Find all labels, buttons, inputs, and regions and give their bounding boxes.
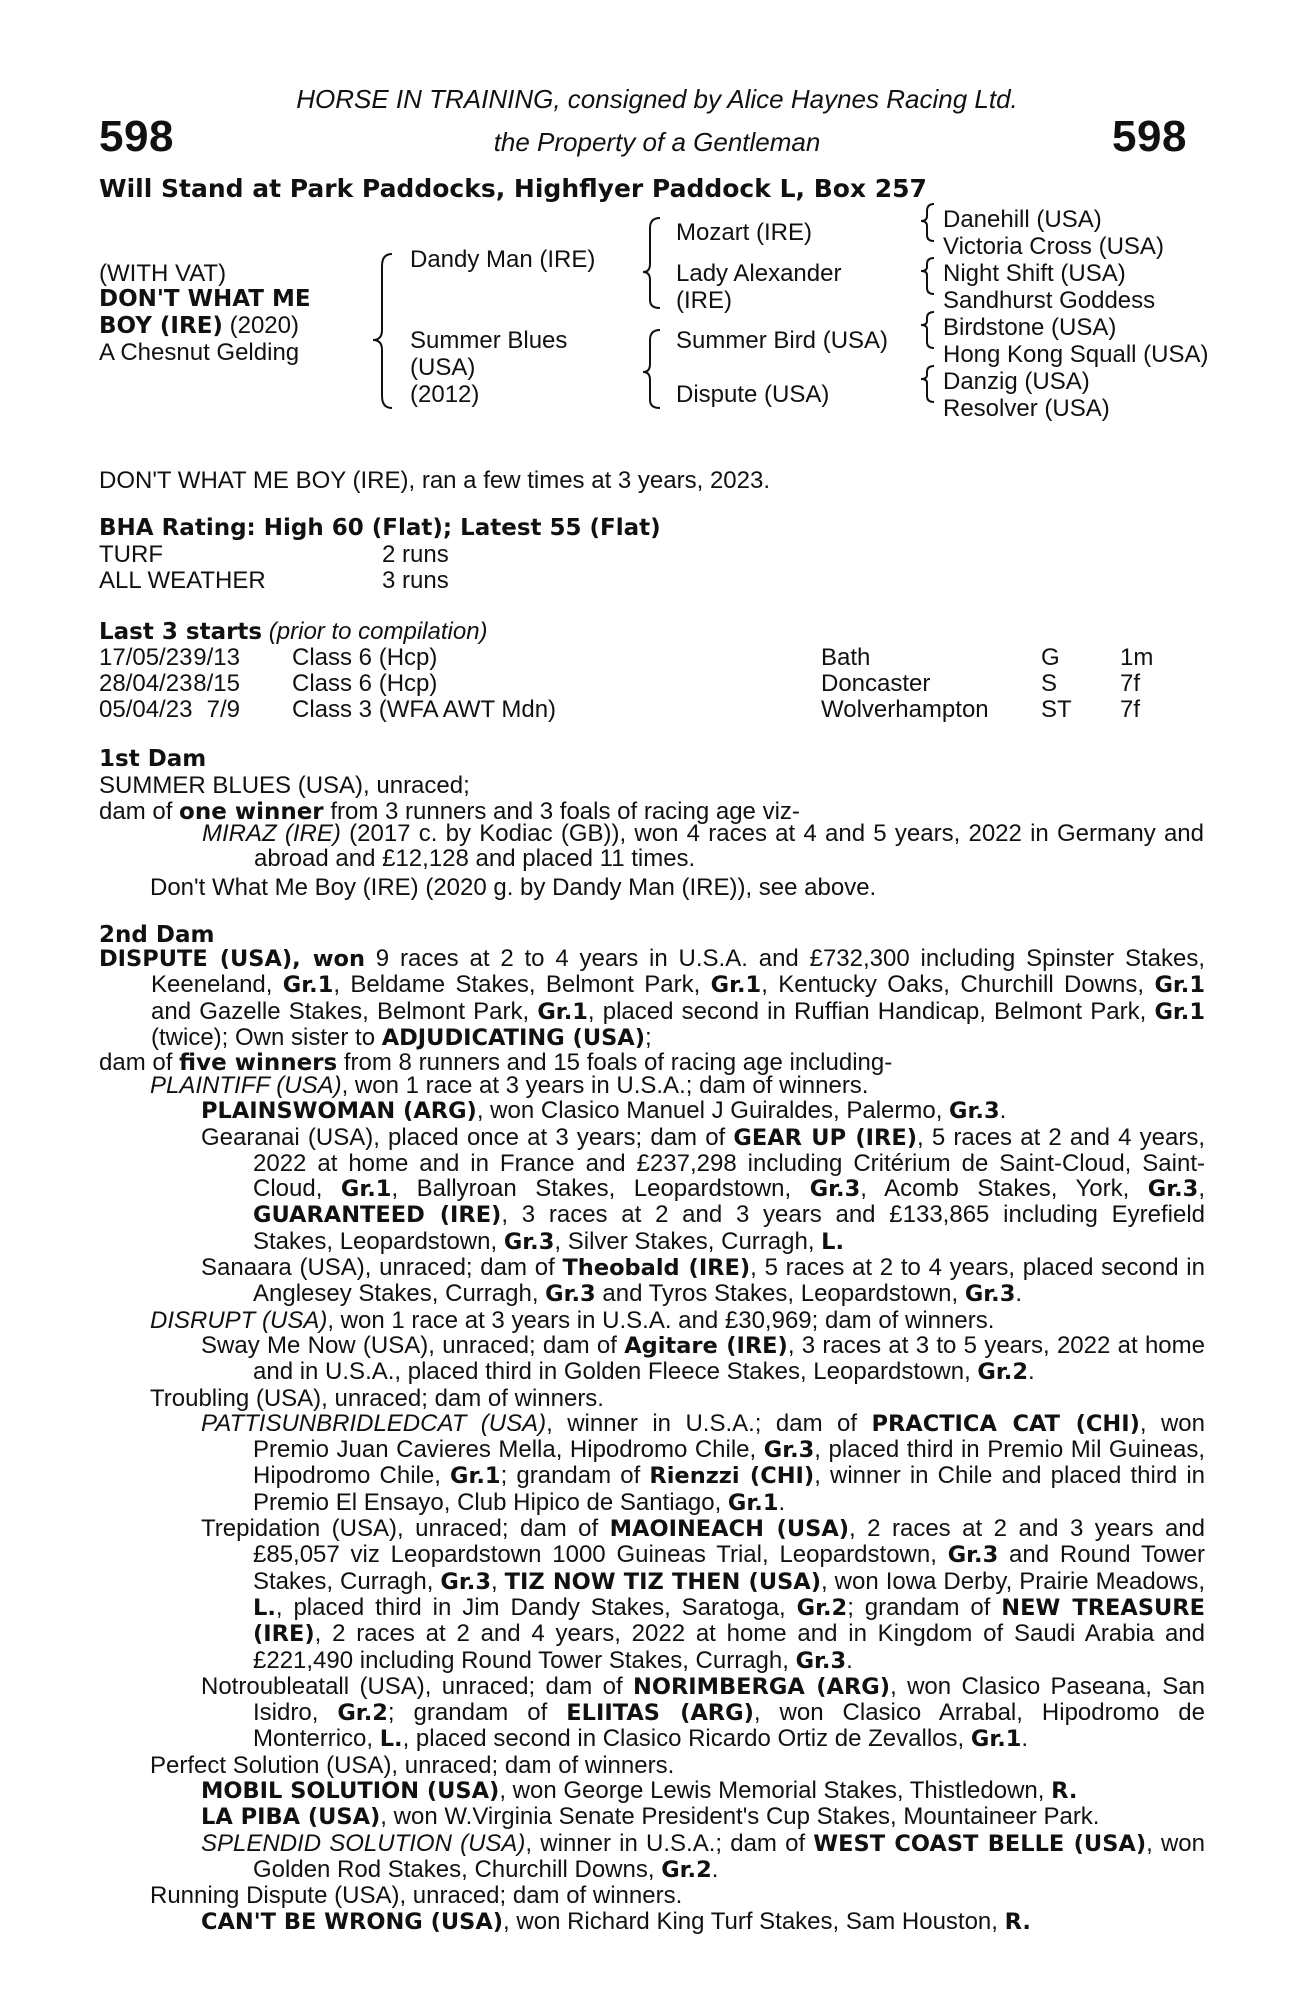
last-starts-heading: [99, 618, 488, 646]
produce-text: .: [1015, 1280, 1023, 1308]
second-dam-intro-a: dam of: [99, 1049, 180, 1076]
bold-horse-or-grade: Gr.3: [809, 1176, 861, 1203]
produce-text: , 2 races at 2 and 3 years and £85,057 viz Leopardstown 1000 Guineas Trial, Leopardstown,: [253, 1515, 1205, 1569]
produce-text: Perfect Solution (USA), unraced; dam of winners.: [150, 1751, 675, 1779]
italic-horse-name: PLAINTIFF (USA): [150, 1072, 342, 1099]
pedigree-ddd: Resolver (USA): [943, 395, 1110, 422]
bold-horse-or-grade: LA PIBA (USA): [201, 1804, 381, 1831]
produce-text: , won Clasico Paseana, San Isidro,: [253, 1672, 1205, 1727]
produce-text: , won Premio Juan Cavieres Mella, Hipodromo Chile,: [253, 1409, 1205, 1464]
bold-horse-or-grade: Agitare (IRE): [624, 1332, 788, 1359]
italic-horse-name: DISRUPT (USA): [150, 1306, 328, 1334]
bold-horse-or-grade: PRACTICA CAT (CHI): [871, 1410, 1140, 1437]
pedigree-dss: Birdstone (USA): [943, 314, 1117, 341]
produce-text: , 3 races at 2 and 3 years and £133,865 including Eyrefield Stakes, Leopardstown,: [253, 1201, 1205, 1255]
produce-text: Sway Me Now (USA), unraced; dam of: [201, 1331, 625, 1359]
rating-turf-label: TURF: [99, 541, 163, 568]
bold-horse-or-grade: MOBIL SOLUTION (USA): [201, 1778, 500, 1805]
bold-horse-or-grade: Rienzzi (CHI): [649, 1463, 815, 1490]
grade-badge: Gr.1: [537, 998, 588, 1025]
start-race: Class 3 (WFA AWT Mdn): [292, 696, 557, 723]
produce-entry: [201, 1803, 1205, 1831]
horse-description: A Chesnut Gelding: [99, 339, 300, 366]
pedigree-sire: Dandy Man (IRE): [410, 246, 596, 273]
bold-horse-or-grade: Gr.1: [727, 1489, 779, 1516]
pedigree-sire-dam-line2: (IRE): [676, 287, 732, 314]
produce-text: , won 1 race at 3 years in U.S.A.; dam of winners.: [341, 1072, 869, 1099]
lot-number-right: 598: [1112, 112, 1187, 161]
bold-horse-or-grade: L.: [253, 1594, 276, 1621]
bold-horse-or-grade: Gr.3: [949, 1098, 1000, 1125]
produce-text: , Ballyroan Stakes, Leopardstown,: [391, 1175, 810, 1203]
last-starts-note: (prior to compilation): [262, 618, 488, 645]
start-race: Class 6 (Hcp): [292, 670, 438, 697]
produce-text: ; grandam of: [500, 1462, 650, 1490]
vat-note: (WITH VAT): [99, 260, 227, 287]
bold-horse-or-grade: R.: [1051, 1778, 1078, 1805]
produce-text: ,: [490, 1567, 505, 1595]
bold-horse-or-grade: GEAR UP (IRE): [733, 1124, 918, 1151]
start-going: S: [1041, 670, 1058, 697]
bold-horse-or-grade: L.: [379, 1726, 403, 1753]
produce-text: , 5 races at 2 to 4 years, placed second in Anglesey Stakes, Curragh,: [253, 1254, 1205, 1308]
bold-horse-or-grade: Gr.3: [795, 1647, 847, 1674]
produce-entry: [201, 1123, 1205, 1255]
pedigree-dam-line3: (2012): [410, 381, 480, 408]
produce-entry: [201, 1907, 1205, 1935]
produce-text: Troubling (USA), unraced; dam of winners.: [150, 1384, 604, 1412]
produce-entry: [150, 1882, 1205, 1910]
pedigree-ssd: Victoria Cross (USA): [943, 233, 1164, 260]
bold-horse-or-grade: Gr.3: [1147, 1176, 1199, 1203]
last-starts-title: Last 3 starts: [99, 619, 263, 645]
produce-text: , won 1 race at 3 years in U.S.A. and £30,969; dam of winners.: [327, 1306, 995, 1334]
second-dam-intro-c: from 8 runners and 15 foals of racing age including-: [337, 1049, 893, 1076]
produce-text: and Round Tower Stakes, Curragh,: [253, 1541, 1205, 1595]
pedigree-dsd: Hong Kong Squall (USA): [943, 341, 1209, 368]
dispute-record-b: , Beldame Stakes, Belmont Park,: [333, 971, 711, 999]
grade-badge: Gr.1: [282, 972, 334, 999]
lot-number-left: 598: [99, 112, 174, 161]
rating-aw-runs: 3 runs: [382, 567, 449, 594]
produce-entry: [201, 1254, 1205, 1308]
start-race: Class 6 (Hcp): [292, 644, 438, 671]
produce-text: .: [1021, 1725, 1029, 1753]
dispute-record-c: , Kentucky Oaks, Churchill Downs,: [761, 971, 1155, 999]
produce-text: , won W.Virginia Senate President's Cup Stakes, Mountaineer Park.: [380, 1803, 1100, 1831]
pedigree-sds: Night Shift (USA): [943, 260, 1126, 287]
produce-text: Gearanai (USA), placed once at 3 years; dam of: [201, 1123, 734, 1151]
bold-horse-or-grade: Gr.2: [796, 1594, 848, 1621]
start-dist: 7f: [1120, 696, 1141, 723]
second-dam-winners: five winners: [179, 1050, 338, 1076]
bold-horse-or-grade: Gr.2: [977, 1359, 1028, 1386]
dispute-name: DISPUTE (USA), won: [99, 946, 365, 972]
start-going: ST: [1041, 696, 1072, 723]
bold-horse-or-grade: Gr.3: [964, 1281, 1016, 1308]
bha-rating: BHA Rating: High 60 (Flat); Latest 55 (Flat): [99, 515, 661, 541]
bold-horse-or-grade: TIZ NOW TIZ THEN (USA): [504, 1568, 821, 1595]
bold-horse-or-grade: NORIMBERGA (ARG): [632, 1673, 891, 1700]
start-course: Doncaster: [821, 670, 931, 697]
first-dam-produce-1: [150, 821, 1204, 872]
produce-entry: [150, 1306, 1205, 1334]
sister-name: ADJUDICATING (USA): [381, 1024, 645, 1051]
pedigree-sdd: Sandhurst Goddess: [943, 287, 1156, 314]
start-date: 17/05/23: [99, 644, 193, 671]
bold-horse-or-grade: Gr.3: [545, 1281, 596, 1308]
produce-entry: [201, 1097, 1205, 1125]
pedigree-dam-line1: Summer Blues: [410, 327, 568, 354]
produce-text: , won George Lewis Memorial Stakes, Thistledown,: [499, 1777, 1052, 1805]
miraz-name: MIRAZ (IRE): [202, 820, 341, 847]
start-date: 28/04/23: [99, 670, 193, 697]
produce-entry: [201, 1331, 1205, 1386]
start-date: 05/04/23: [99, 696, 193, 723]
produce-text: Running Dispute (USA), unraced; dam of winners.: [150, 1882, 683, 1910]
bold-horse-or-grade: Gr.3: [947, 1542, 999, 1569]
horse-name-line1: DON'T WHAT ME: [99, 286, 311, 312]
produce-entry: [150, 1384, 1205, 1412]
pedigree-dam-line2: (USA): [410, 354, 476, 381]
start-dist: 1m: [1120, 644, 1154, 671]
italic-horse-name: SPLENDID SOLUTION (USA): [201, 1829, 526, 1857]
dispute-record-a: 9 races at 2 to 4 years in U.S.A. and £732,300 including Spinster Stakes, Keeneland,: [151, 945, 1205, 999]
bold-horse-or-grade: NEW TREASURE (IRE): [253, 1594, 1205, 1648]
bold-horse-or-grade: Gr.1: [450, 1463, 501, 1490]
bold-horse-or-grade: PLAINSWOMAN (ARG): [201, 1098, 477, 1125]
produce-entry: [201, 1515, 1206, 1674]
produce-text: , won Clasico Manuel J Guiraldes, Palermo,: [476, 1097, 950, 1125]
start-pos: 7/9: [206, 696, 240, 723]
miraz-record: (2017 c. by Kodiac (GB)), won 4 races at 4 and 5 years, 2022 in Germany and abroad and £12,128 and placed 11 times.: [254, 820, 1204, 873]
produce-text: , placed second in Clasico Ricardo Ortiz de Zevallos,: [402, 1725, 971, 1753]
bold-horse-or-grade: Gr.2: [661, 1856, 712, 1883]
pedigree-dds: Danzig (USA): [943, 368, 1090, 395]
start-course: Wolverhampton: [821, 696, 989, 723]
rating-turf-runs: 2 runs: [382, 541, 449, 568]
first-dam-line2a: dam of: [99, 798, 180, 825]
produce-text: Trepidation (USA), unraced; dam of: [201, 1515, 610, 1543]
stand-location: Will Stand at Park Paddocks, Highflyer Paddock L, Box 257: [99, 174, 927, 203]
rating-aw-label: ALL WEATHER: [99, 567, 266, 594]
start-pos: 8/15: [193, 670, 240, 697]
grade-badge: Gr.1: [1154, 998, 1205, 1025]
produce-entry: [201, 1777, 1205, 1805]
race-summary: DON'T WHAT ME BOY (IRE), ran a few times at 3 years, 2023.: [99, 467, 771, 494]
property-line: the Property of a Gentleman: [493, 127, 821, 157]
pedigree-sss: Danehill (USA): [943, 206, 1102, 233]
produce-text: Sanaara (USA), unraced; dam of: [201, 1254, 563, 1282]
produce-text: , won Richard King Turf Stakes, Sam Houston,: [503, 1907, 1005, 1935]
first-dam-line1: SUMMER BLUES (USA), unraced;: [99, 772, 470, 799]
produce-text: ; grandam of: [387, 1699, 567, 1727]
grade-badge: Gr.1: [710, 972, 762, 999]
dispute-record-d: and Gazelle Stakes, Belmont Park,: [151, 997, 538, 1025]
produce-text: , 2 races at 2 and 4 years, 2022 at home and in Kingdom of Saudi Arabia and £221,490 including Round Tower Stakes, Curragh,: [253, 1620, 1205, 1674]
produce-text: , Acomb Stakes, York,: [860, 1175, 1148, 1203]
second-dam-produce-list: [0, 1073, 1314, 1935]
bold-horse-or-grade: GUARANTEED (IRE): [253, 1202, 502, 1229]
bold-horse-or-grade: ELIITAS (ARG): [566, 1700, 754, 1727]
produce-text: .: [711, 1855, 719, 1883]
produce-text: .: [1027, 1358, 1035, 1386]
produce-entry: [201, 1829, 1205, 1884]
start-pos: 9/13: [193, 644, 240, 671]
produce-text: , placed third in Jim Dandy Stakes, Saratoga,: [275, 1593, 797, 1621]
horse-name-bold: BOY (IRE): [99, 313, 223, 339]
produce-text: ; grandam of: [847, 1593, 1002, 1621]
produce-text: , winner in U.S.A.; dam of: [525, 1829, 814, 1857]
start-going: G: [1041, 644, 1060, 671]
produce-text: , Silver Stakes, Curragh,: [554, 1227, 822, 1255]
first-dam-winners: one winner: [179, 799, 324, 825]
bold-horse-or-grade: R.: [1004, 1908, 1031, 1935]
horse-year: (2020): [222, 312, 299, 339]
consignor-line: HORSE IN TRAINING, consigned by Alice Haynes Racing Ltd.: [296, 84, 1018, 114]
bold-horse-or-grade: Gr.3: [503, 1228, 555, 1255]
bold-horse-or-grade: Gr.1: [970, 1726, 1022, 1753]
produce-text: .: [999, 1097, 1007, 1125]
first-dam-line2c: from 3 runners and 3 foals of racing age viz-: [323, 798, 800, 825]
start-course: Bath: [821, 644, 871, 671]
first-dam-produce-2: Don't What Me Boy (IRE) (2020 g. by Dandy Man (IRE)), see above.: [150, 874, 877, 901]
bold-horse-or-grade: Gr.1: [340, 1176, 392, 1203]
produce-text: .: [778, 1488, 786, 1516]
produce-entry: [150, 1751, 1205, 1779]
start-dist: 7f: [1120, 670, 1141, 697]
dispute-record-f: (twice); Own sister to: [151, 1023, 382, 1051]
pedigree-sire-sire: Mozart (IRE): [676, 219, 813, 246]
bold-horse-or-grade: Theobald (IRE): [562, 1255, 751, 1282]
pedigree-sire-dam-line1: Lady Alexander: [676, 260, 842, 287]
produce-entry: [150, 1072, 1205, 1099]
produce-entry: [201, 1409, 1205, 1516]
produce-text: and Tyros Stakes, Leopardstown,: [595, 1280, 965, 1308]
produce-text: Notroubleatall (USA), unraced; dam of: [201, 1672, 633, 1700]
produce-text: , placed third in Premio Mil Guineas, Hipodromo Chile,: [253, 1436, 1205, 1490]
produce-text: , winner in U.S.A.; dam of: [546, 1409, 872, 1437]
pedigree-dam-dam: Dispute (USA): [676, 381, 830, 408]
produce-entry: [201, 1672, 1205, 1753]
bold-horse-or-grade: Gr.3: [440, 1568, 491, 1595]
bold-horse-or-grade: MAOINEACH (USA): [609, 1516, 850, 1543]
bold-horse-or-grade: Gr.3: [763, 1437, 815, 1464]
grade-badge: Gr.1: [1154, 972, 1205, 999]
italic-horse-name: PATTISUNBRIDLEDCAT (USA): [201, 1409, 547, 1437]
produce-text: , won Iowa Derby, Prairie Meadows,: [821, 1567, 1206, 1595]
produce-text: ,: [1198, 1175, 1205, 1203]
produce-text: , 3 races at 3 to 5 years, 2022 at home and in U.S.A., placed third in Golden Fleece Stakes, Leopardstown,: [253, 1331, 1205, 1386]
pedigree-dam-sire: Summer Bird (USA): [676, 327, 889, 354]
produce-text: .: [846, 1646, 853, 1674]
bold-horse-or-grade: CAN'T BE WRONG (USA): [201, 1908, 504, 1935]
bold-horse-or-grade: L.: [821, 1228, 845, 1255]
dispute-record-end: ;: [644, 1023, 652, 1051]
second-dam-heading: 2nd Dam: [99, 922, 215, 948]
bold-horse-or-grade: WEST COAST BELLE (USA): [813, 1830, 1147, 1857]
produce-text: , won Golden Rod Stakes, Churchill Downs,: [253, 1829, 1205, 1883]
produce-text: , 5 races at 2 and 4 years, 2022 at home and in France and £237,298 including Critérium de Saint-Cloud, Saint-Cloud,: [253, 1123, 1205, 1203]
dispute-record-e: , placed second in Ruffian Handicap, Belmont Park,: [587, 997, 1155, 1025]
bold-horse-or-grade: Gr.2: [337, 1700, 388, 1727]
produce-text: , won Clasico Arrabal, Hipodromo de Monterrico,: [253, 1699, 1205, 1753]
first-dam-heading: 1st Dam: [99, 746, 207, 772]
produce-text: , winner in Chile and placed third in Premio El Ensayo, Club Hipico de Santiago,: [253, 1462, 1205, 1516]
second-dam-record: [99, 946, 1205, 1051]
